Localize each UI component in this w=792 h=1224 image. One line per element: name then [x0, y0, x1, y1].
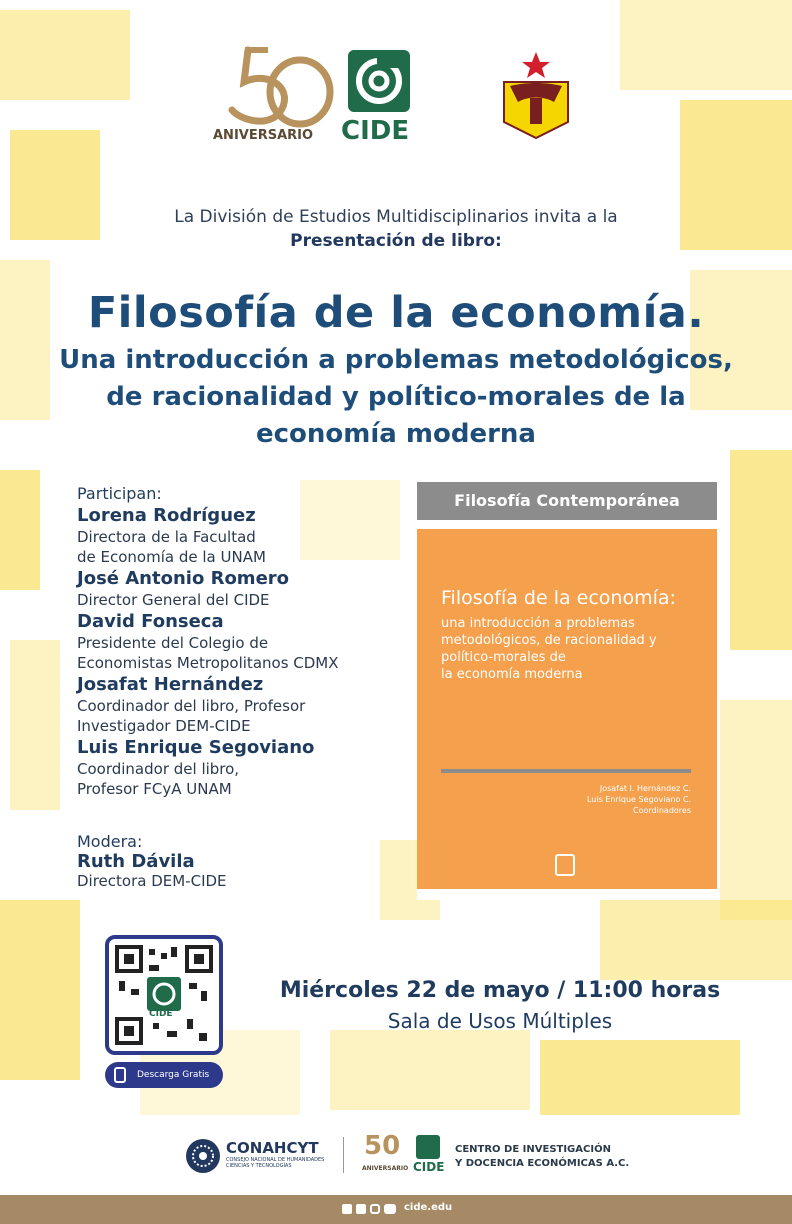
facebook-icon[interactable] [342, 1204, 352, 1214]
participant-role: Investigador DEM-CIDE [77, 717, 251, 735]
book-title: Filosofía de la economía. [87, 288, 705, 338]
book-author: Luis Enrique Segoviano C. [586, 795, 691, 804]
conahcyt-subtitle-line: CONSEJO NACIONAL DE HUMANIDADES [226, 1157, 325, 1163]
cide-label: CIDE [341, 116, 410, 146]
conahcyt-subtitle [226, 1157, 324, 1169]
book-cover-subtitle-line: una introducción a problemas [441, 616, 635, 631]
invitation-event-type: Presentación de libro: [290, 231, 502, 251]
book-author: Coordinadores [633, 806, 691, 815]
invitation-text [0, 205, 792, 253]
participant [77, 567, 407, 610]
footer-center-line: Y DOCENCIA ECONÓMICAS A.C. [455, 1158, 630, 1169]
participant-role: Coordinador del libro, Profesor [77, 697, 306, 715]
social-bar [0, 1195, 792, 1224]
footer-divider [343, 1137, 344, 1173]
footer [0, 1115, 792, 1195]
participant-role: Coordinador del libro, [77, 760, 240, 778]
participant-role: Economistas Metropolitanos CDMX [77, 654, 339, 672]
book-cover-subtitle [441, 615, 657, 683]
participant-name: José Antonio Romero [77, 568, 290, 589]
top-logos [0, 40, 792, 150]
event-place: Sala de Usos Múltiples [387, 1009, 613, 1033]
website-link[interactable]: cide.edu [404, 1202, 453, 1213]
footer-center-line: CENTRO DE INVESTIGACIÓN [455, 1144, 611, 1155]
qr-code[interactable] [105, 935, 223, 1055]
participants-label: Participan: [77, 484, 162, 503]
moderator-name: Ruth Dávila [77, 851, 195, 872]
moderator-role: Directora DEM-CIDE [77, 872, 227, 890]
participant [77, 736, 407, 799]
participant-role: Director General del CIDE [77, 591, 270, 609]
moderator [77, 832, 377, 890]
book-cover-divider [441, 769, 691, 773]
cide-logo-icon [348, 50, 410, 112]
moderator-label: Modera: [77, 832, 143, 851]
event-date: Miércoles 22 de mayo / 11:00 horas [279, 978, 721, 1003]
phone-icon [114, 1067, 126, 1083]
faculty-seal-icon [500, 52, 572, 140]
youtube-icon[interactable] [384, 1204, 396, 1214]
footer-cide-label: CIDE [413, 1160, 445, 1174]
download-button[interactable] [105, 1062, 223, 1088]
book-cover-subtitle-line: metodológicos, de racionalidad y [441, 633, 657, 648]
book-cover-subtitle-line: la economía moderna [441, 667, 583, 682]
participant-role: Profesor FCyA UNAM [77, 780, 232, 798]
book-cover [417, 482, 717, 900]
book-author: Josafat I. Hernández C. [599, 784, 691, 793]
footer-anniversary-label: ANIVERSARIO [362, 1165, 409, 1172]
book-cover-subtitle-line: político-morales de [441, 650, 566, 665]
participant-role: Presidente del Colegio de [77, 634, 269, 652]
participant-name: Luis Enrique Segoviano [77, 737, 315, 758]
book-cover-title: Filosofía de la economía: [441, 587, 676, 609]
qr-label: CIDE [149, 1009, 173, 1019]
invitation-line: La División de Estudios Multidisciplinarios invita a la [174, 207, 618, 227]
twitter-icon[interactable] [356, 1204, 366, 1214]
participant-role: de Economía de la UNAM [77, 548, 266, 566]
event-info [250, 978, 750, 1033]
conahcyt-logo-icon [183, 1136, 223, 1176]
participant-role: Directora de la Facultad [77, 528, 256, 546]
qr-pattern-icon [109, 939, 219, 1051]
conahcyt-subtitle-line: CIENCIAS Y TECNOLOGÍAS [226, 1163, 292, 1169]
participants-list [77, 484, 407, 799]
participant-name: Lorena Rodríguez [77, 505, 256, 526]
book-series: Filosofía Contemporánea [417, 482, 717, 520]
participant [77, 610, 407, 673]
participant-name: David Fonseca [77, 611, 224, 632]
participant-name: Josafat Hernández [77, 674, 264, 695]
book-cover-authors [587, 783, 691, 816]
unam-seal-icon [555, 854, 575, 876]
instagram-icon[interactable] [370, 1204, 380, 1214]
book-subtitle: Una introducción a problemas metodológicos, de racionalidad y político-morales de la economía moderna [59, 345, 733, 449]
footer-anniversary-number: 50 [364, 1131, 401, 1161]
footer-center-name [455, 1143, 629, 1171]
book-cover-body [417, 529, 717, 889]
download-label: Descarga Gratis [137, 1070, 210, 1080]
conahcyt-label: CONAHCYT [226, 1139, 319, 1157]
participant [77, 673, 407, 736]
participant [77, 504, 407, 567]
footer-cide-icon [416, 1135, 440, 1159]
anniversary-label: ANIVERSARIO [213, 128, 314, 143]
